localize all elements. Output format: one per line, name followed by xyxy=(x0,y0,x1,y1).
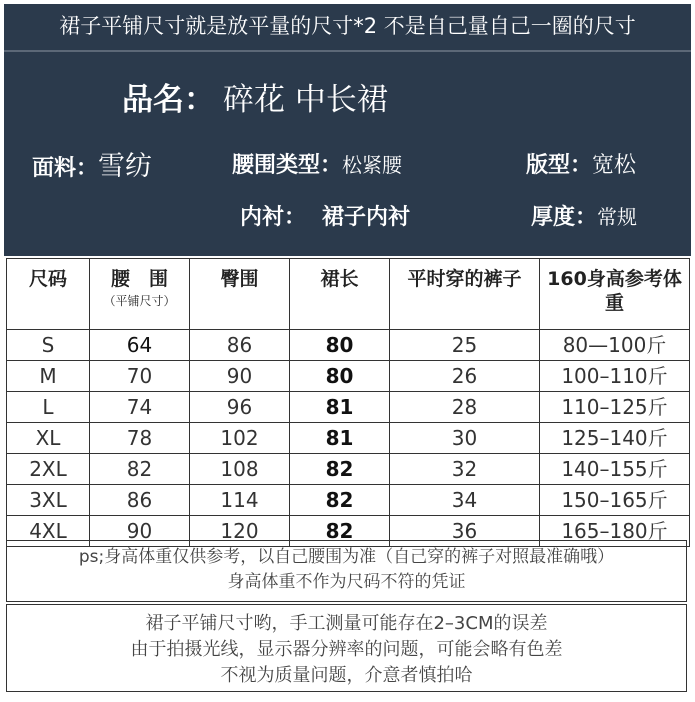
waist-type-attribute xyxy=(232,148,402,179)
cell-waist: 90 xyxy=(90,516,190,547)
col-header-pants: 平时穿的裤子 xyxy=(390,259,540,330)
cell-weight: 100–110斤 xyxy=(540,361,690,392)
col-header-waist-note: （平铺尺寸） xyxy=(103,294,176,308)
disclaimer-line: 不视为质量问题，介意者慎拍哈 xyxy=(220,665,473,686)
col-header-weight: 160身高参考体重 xyxy=(540,259,690,330)
product-name-value: 碎花 中长裙 xyxy=(223,82,388,118)
measurement-note: 裙子平铺尺寸就是放平量的尺寸*2 不是自己量自己一圈的尺寸 xyxy=(59,14,636,38)
disclaimer-line: 裙子平铺尺寸哟，手工测量可能存在2–3CM的误差 xyxy=(145,613,548,634)
reference-note-line: ps;身高体重仅供参考，以自己腰围为准（自己穿的裤子对照最准确哦） xyxy=(78,547,615,567)
cell-waist: 70 xyxy=(90,361,190,392)
cell-hip: 90 xyxy=(190,361,290,392)
table-row xyxy=(7,330,690,361)
lining-value: 裙子内衬 xyxy=(322,205,411,230)
cell-weight: 80—100斤 xyxy=(540,330,690,361)
reference-notes-box xyxy=(6,540,687,602)
col-header-size: 尺码 xyxy=(7,259,90,330)
lining-label: 内衬： xyxy=(240,205,307,230)
cell-weight: 125–140斤 xyxy=(540,423,690,454)
cell-weight: 150–165斤 xyxy=(540,485,690,516)
product-info-header xyxy=(4,4,691,256)
cell-pants: 25 xyxy=(390,330,540,361)
product-name xyxy=(122,74,388,119)
cell-size: 2XL xyxy=(7,454,90,485)
table-row xyxy=(7,485,690,516)
cell-pants: 30 xyxy=(390,423,540,454)
cell-pants: 36 xyxy=(390,516,540,547)
cell-pants: 26 xyxy=(390,361,540,392)
cell-length: 82 xyxy=(290,485,390,516)
cell-size: M xyxy=(7,361,90,392)
cell-size: 4XL xyxy=(7,516,90,547)
cell-hip: 120 xyxy=(190,516,290,547)
cell-waist: 64 xyxy=(90,330,190,361)
cell-pants: 34 xyxy=(390,485,540,516)
header-divider xyxy=(4,50,691,52)
col-header-waist xyxy=(90,259,190,330)
fit-attribute xyxy=(526,148,636,179)
cell-waist: 82 xyxy=(90,454,190,485)
size-table-header-row xyxy=(7,259,690,330)
product-name-label: 品名： xyxy=(122,82,215,118)
table-row xyxy=(7,454,690,485)
fit-value: 宽松 xyxy=(592,153,637,178)
cell-pants: 32 xyxy=(390,454,540,485)
thickness-attribute xyxy=(531,200,637,231)
col-header-waist-label: 腰 围 xyxy=(110,268,168,290)
waist-type-label: 腰围类型： xyxy=(232,153,343,178)
cell-length: 82 xyxy=(290,516,390,547)
size-chart-table xyxy=(6,258,690,547)
cell-length: 80 xyxy=(290,330,390,361)
cell-weight: 165–180斤 xyxy=(540,516,690,547)
fabric-label: 面料： xyxy=(32,156,99,181)
reference-note-line: 身高体重不作为尺码不符的凭证 xyxy=(227,572,466,592)
cell-size: S xyxy=(7,330,90,361)
col-header-hip: 臀围 xyxy=(190,259,290,330)
cell-hip: 114 xyxy=(190,485,290,516)
table-row xyxy=(7,423,690,454)
cell-size: XL xyxy=(7,423,90,454)
cell-waist: 86 xyxy=(90,485,190,516)
cell-weight: 140–155斤 xyxy=(540,454,690,485)
thickness-value: 常规 xyxy=(597,205,638,229)
waist-type-value: 松紧腰 xyxy=(342,153,403,177)
thickness-label: 厚度： xyxy=(531,205,598,230)
cell-hip: 86 xyxy=(190,330,290,361)
cell-length: 80 xyxy=(290,361,390,392)
lining-attribute xyxy=(240,200,410,231)
fit-label: 版型： xyxy=(526,153,593,178)
table-row xyxy=(7,361,690,392)
cell-size: L xyxy=(7,392,90,423)
cell-pants: 28 xyxy=(390,392,540,423)
cell-length: 81 xyxy=(290,392,390,423)
cell-weight: 110–125斤 xyxy=(540,392,690,423)
cell-waist: 74 xyxy=(90,392,190,423)
cell-hip: 108 xyxy=(190,454,290,485)
cell-size: 3XL xyxy=(7,485,90,516)
cell-hip: 102 xyxy=(190,423,290,454)
cell-length: 82 xyxy=(290,454,390,485)
table-row xyxy=(7,392,690,423)
cell-waist: 78 xyxy=(90,423,190,454)
fabric-attribute xyxy=(32,144,152,183)
cell-length: 81 xyxy=(290,423,390,454)
cell-hip: 96 xyxy=(190,392,290,423)
measurement-disclaimer-box xyxy=(6,604,687,692)
col-header-length: 裙长 xyxy=(290,259,390,330)
disclaimer-line: 由于拍摄光线，显示器分辨率的问题，可能会略有色差 xyxy=(130,639,563,660)
fabric-value: 雪纺 xyxy=(98,151,153,182)
